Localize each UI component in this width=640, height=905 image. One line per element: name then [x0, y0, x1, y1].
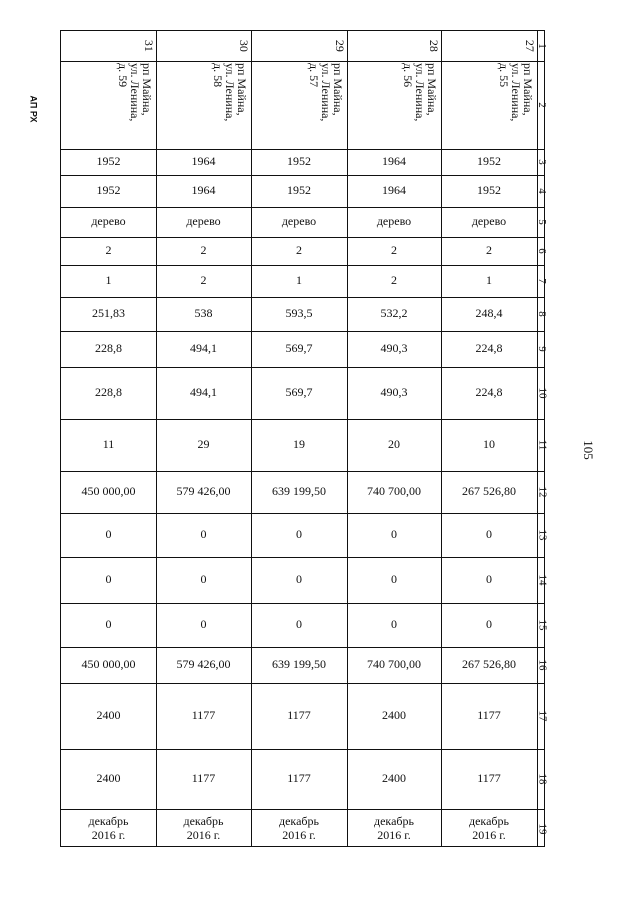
date-cell	[441, 809, 537, 848]
table-cell	[61, 683, 156, 749]
table-cell	[156, 749, 251, 809]
row-number-label	[537, 237, 547, 265]
table-cell	[251, 297, 347, 331]
cell-value: 2400	[96, 708, 121, 723]
row-number-label	[537, 61, 547, 149]
address-line: д. 59	[116, 63, 130, 88]
cell-value: 1177	[287, 771, 311, 786]
cell-value: 1177	[477, 771, 501, 786]
table-cell	[61, 603, 156, 647]
table-cell	[441, 471, 537, 513]
row-number-label	[537, 557, 547, 603]
cell-value: 0	[296, 527, 302, 542]
cell-value: 0	[486, 617, 492, 632]
table-cell	[251, 749, 347, 809]
table-cell	[61, 471, 156, 513]
table-cell	[61, 367, 156, 419]
cell-value: 490,3	[380, 385, 408, 400]
row-number-label	[537, 297, 547, 331]
data-table	[60, 30, 548, 847]
row-number-text: 3	[536, 159, 548, 165]
cell-value: 1952	[96, 154, 121, 169]
address-line: ул. Ленина,	[509, 63, 523, 122]
table-cell	[251, 237, 347, 265]
cell-value: 532,2	[380, 306, 408, 321]
table-cell	[156, 265, 251, 297]
cell-value: дерево	[91, 214, 126, 229]
cell-value: 2	[105, 243, 112, 258]
row-number-label	[537, 31, 547, 61]
table-cell	[347, 237, 441, 265]
table-cell	[251, 207, 347, 237]
table-cell	[441, 513, 537, 557]
row-number-label	[537, 809, 547, 848]
table-cell	[441, 149, 537, 175]
column-number: 29	[332, 39, 347, 52]
cell-value: 2	[486, 243, 492, 258]
date-line: декабрь	[374, 813, 414, 828]
address-line: рп Майна,	[140, 63, 154, 116]
table-cell	[441, 237, 537, 265]
table-cell	[61, 331, 156, 367]
row-number-text: 17	[536, 710, 548, 722]
table-cell	[156, 683, 251, 749]
row-number-label	[537, 419, 547, 471]
date-cell	[61, 809, 156, 848]
cell-value: 1177	[287, 708, 311, 723]
table-cell	[156, 513, 251, 557]
table-cell	[347, 207, 441, 237]
column-number: 28	[426, 39, 441, 52]
table-cell	[156, 297, 251, 331]
table-cell	[347, 557, 441, 603]
table-cell	[251, 471, 347, 513]
cell-value: дерево	[471, 214, 507, 229]
cell-value: 2	[391, 273, 397, 288]
archive-stamp-label: АП РХ	[28, 95, 39, 123]
address-line: д. 57	[307, 63, 321, 88]
table-cell	[61, 207, 156, 237]
date-line: 2016 г.	[472, 827, 506, 842]
address-line: рп Майна,	[235, 63, 249, 116]
cell-value: 0	[105, 527, 112, 542]
table-cell	[61, 149, 156, 175]
date-line: декабрь	[183, 813, 224, 828]
cell-value: 1952	[477, 154, 501, 169]
date-line: декабрь	[469, 813, 509, 828]
cell-value: 0	[486, 572, 492, 587]
cell-value: 1177	[191, 771, 216, 786]
cell-value: 2	[296, 243, 302, 258]
address-cell	[156, 61, 251, 149]
table-cell	[347, 265, 441, 297]
table-cell	[251, 331, 347, 367]
cell-value: 2400	[382, 708, 406, 723]
row-number-label	[537, 265, 547, 297]
cell-value: 1177	[191, 708, 216, 723]
cell-value: 579 426,00	[176, 484, 231, 499]
address-line: рп Майна,	[521, 63, 535, 116]
table-cell	[441, 557, 537, 603]
table-cell	[251, 265, 347, 297]
cell-value: 490,3	[380, 341, 408, 356]
cell-value: 450 000,00	[81, 484, 136, 499]
table-cell	[347, 175, 441, 207]
table-cell	[441, 419, 537, 471]
table-cell	[347, 749, 441, 809]
date-line: декабрь	[279, 813, 319, 828]
table-cell	[61, 513, 156, 557]
date-line: 2016 г.	[377, 827, 411, 842]
cell-value: 2	[391, 243, 397, 258]
row-number-label	[537, 603, 547, 647]
table-cell	[251, 419, 347, 471]
row-number-label	[537, 331, 547, 367]
table-cell	[441, 331, 537, 367]
date-line: декабрь	[88, 813, 129, 828]
cell-value: 1964	[382, 183, 406, 198]
cell-value: 0	[391, 617, 397, 632]
cell-value: 11	[102, 437, 115, 452]
table-cell	[347, 331, 441, 367]
table-cell	[441, 647, 537, 683]
row-number-label	[537, 471, 547, 513]
date-line: 2016 г.	[91, 827, 126, 842]
cell-value: 2	[200, 243, 207, 258]
cell-value: 228,8	[95, 341, 122, 356]
table-cell	[441, 367, 537, 419]
address-line: д. 58	[211, 63, 225, 88]
cell-value: 1952	[96, 183, 121, 198]
table-cell	[156, 331, 251, 367]
table-cell	[156, 419, 251, 471]
row-number-label	[537, 175, 547, 207]
table-cell	[441, 207, 537, 237]
cell-value: 740 700,00	[367, 484, 421, 499]
address-text	[402, 63, 438, 121]
date-line: 2016 г.	[282, 827, 316, 842]
table-cell	[347, 647, 441, 683]
row-number-text: 2	[536, 102, 548, 108]
address-line: ул. Ленина,	[413, 63, 427, 122]
cell-value: 1	[296, 273, 302, 288]
row-number-text: 8	[536, 311, 548, 317]
cell-value: 569,7	[285, 341, 313, 356]
table-cell	[61, 237, 156, 265]
address-cell	[251, 61, 347, 149]
table-cell	[251, 647, 347, 683]
cell-value: 0	[296, 572, 302, 587]
row-number-text: 9	[536, 346, 548, 352]
cell-value: дерево	[186, 214, 221, 229]
row-number-text: 12	[536, 486, 548, 498]
table-cell	[156, 207, 251, 237]
row-number-label	[537, 683, 547, 749]
cell-value: 1964	[382, 154, 406, 169]
table-cell	[347, 513, 441, 557]
cell-value: 267 526,80	[462, 657, 516, 672]
table-cell	[156, 237, 251, 265]
cell-value: 569,7	[285, 385, 313, 400]
table-cell	[156, 603, 251, 647]
cell-value: 29	[197, 437, 210, 452]
cell-value: 1952	[287, 154, 311, 169]
table-cell	[156, 367, 251, 419]
cell-value: 1177	[477, 708, 501, 723]
table-cell	[441, 175, 537, 207]
table-cell	[441, 749, 537, 809]
table-cell	[156, 471, 251, 513]
cell-value: 0	[391, 527, 397, 542]
address-line: рп Майна,	[425, 63, 439, 116]
cell-value: 2	[200, 273, 207, 288]
table-cell	[347, 603, 441, 647]
table-cell	[61, 175, 156, 207]
row-number-text: 13	[536, 529, 548, 541]
address-text	[308, 63, 344, 121]
table-cell	[347, 297, 441, 331]
cell-value: 20	[388, 437, 400, 452]
date-line: 2016 г.	[186, 827, 221, 842]
cell-value: 228,8	[95, 385, 122, 400]
row-number-label	[537, 513, 547, 557]
address-cell	[347, 61, 441, 149]
column-number-cell	[441, 31, 537, 61]
cell-value: дерево	[281, 214, 317, 229]
cell-value: 0	[200, 527, 207, 542]
cell-value: 1964	[191, 154, 216, 169]
table-cell	[347, 419, 441, 471]
row-number-label	[537, 149, 547, 175]
row-number-text: 19	[536, 823, 548, 834]
address-line: д. 56	[401, 63, 415, 88]
address-cell	[441, 61, 537, 149]
row-number-text: 14	[536, 574, 548, 586]
cell-value: 0	[200, 572, 207, 587]
row-number-label	[537, 367, 547, 419]
row-number-text: 11	[536, 439, 548, 451]
table-cell	[251, 683, 347, 749]
table-cell	[156, 175, 251, 207]
cell-value: 494,1	[190, 385, 217, 400]
cell-value: 0	[105, 572, 112, 587]
row-number-text: 16	[536, 659, 548, 671]
address-line: рп Майна,	[331, 63, 345, 116]
table-cell	[251, 603, 347, 647]
table-cell	[61, 419, 156, 471]
cell-value: 248,4	[475, 306, 503, 321]
table-cell	[61, 265, 156, 297]
row-number-text: 5	[536, 219, 548, 225]
row-number-text: 6	[536, 248, 548, 254]
cell-value: 0	[105, 617, 112, 632]
cell-value: 19	[293, 437, 305, 452]
row-number-text: 10	[536, 387, 548, 399]
address-text	[117, 63, 153, 121]
table-cell	[61, 749, 156, 809]
table-cell	[441, 297, 537, 331]
cell-value: 251,83	[92, 306, 125, 321]
table-cell	[347, 149, 441, 175]
address-line: ул. Ленина,	[128, 63, 142, 122]
date-cell	[251, 809, 347, 848]
cell-value: 224,8	[475, 385, 503, 400]
table-cell	[441, 683, 537, 749]
cell-value: 267 526,80	[462, 484, 516, 499]
cell-value: 740 700,00	[367, 657, 421, 672]
row-number-label	[537, 207, 547, 237]
table-cell	[156, 557, 251, 603]
cell-value: 1952	[477, 183, 501, 198]
cell-value: 1	[486, 273, 492, 288]
table-cell	[61, 297, 156, 331]
cell-value: 0	[200, 617, 207, 632]
row-number-label	[537, 647, 547, 683]
column-number-cell	[347, 31, 441, 61]
table-cell	[156, 149, 251, 175]
column-number: 27	[522, 39, 537, 52]
table-cell	[251, 367, 347, 419]
table-cell	[251, 557, 347, 603]
column-number: 30	[236, 39, 251, 52]
cell-value: 10	[483, 437, 495, 452]
table-cell	[61, 557, 156, 603]
row-number-text: 18	[536, 773, 548, 785]
table-cell	[156, 647, 251, 683]
address-line: д. 55	[497, 63, 511, 88]
cell-value: 1964	[191, 183, 216, 198]
row-number-text: 4	[536, 188, 548, 194]
table-cell	[441, 265, 537, 297]
cell-value: 450 000,00	[81, 657, 136, 672]
cell-value: 0	[486, 527, 492, 542]
page-number: 105	[580, 440, 596, 460]
table-cell	[347, 683, 441, 749]
cell-value: 639 199,50	[272, 657, 326, 672]
cell-value: 224,8	[475, 341, 503, 356]
date-cell	[156, 809, 251, 848]
table-cell	[251, 149, 347, 175]
cell-value: 1	[105, 273, 112, 288]
address-line: ул. Ленина,	[223, 63, 237, 122]
cell-value: 2400	[96, 771, 121, 786]
table-cell	[347, 367, 441, 419]
table-cell	[251, 513, 347, 557]
table-cell	[61, 647, 156, 683]
address-text	[498, 63, 534, 121]
column-number: 31	[141, 39, 156, 52]
cell-value: 2400	[382, 771, 406, 786]
cell-value: 0	[296, 617, 302, 632]
address-cell	[61, 61, 156, 149]
table-cell	[251, 175, 347, 207]
column-number-cell	[251, 31, 347, 61]
cell-value: 0	[391, 572, 397, 587]
address-line: ул. Ленина,	[319, 63, 333, 122]
table-cell	[441, 603, 537, 647]
row-number-text: 1	[536, 43, 548, 49]
column-number-cell	[61, 31, 156, 61]
cell-value: дерево	[376, 214, 412, 229]
row-number-text: 7	[536, 278, 548, 284]
cell-value: 593,5	[285, 306, 313, 321]
cell-value: 639 199,50	[272, 484, 326, 499]
cell-value: 1952	[287, 183, 311, 198]
address-text	[212, 63, 248, 121]
date-cell	[347, 809, 441, 848]
cell-value: 538	[194, 306, 213, 321]
row-number-text: 15	[536, 619, 548, 631]
column-number-cell	[156, 31, 251, 61]
cell-value: 579 426,00	[176, 657, 231, 672]
cell-value: 494,1	[190, 341, 217, 356]
table-cell	[347, 471, 441, 513]
row-number-label	[537, 749, 547, 809]
